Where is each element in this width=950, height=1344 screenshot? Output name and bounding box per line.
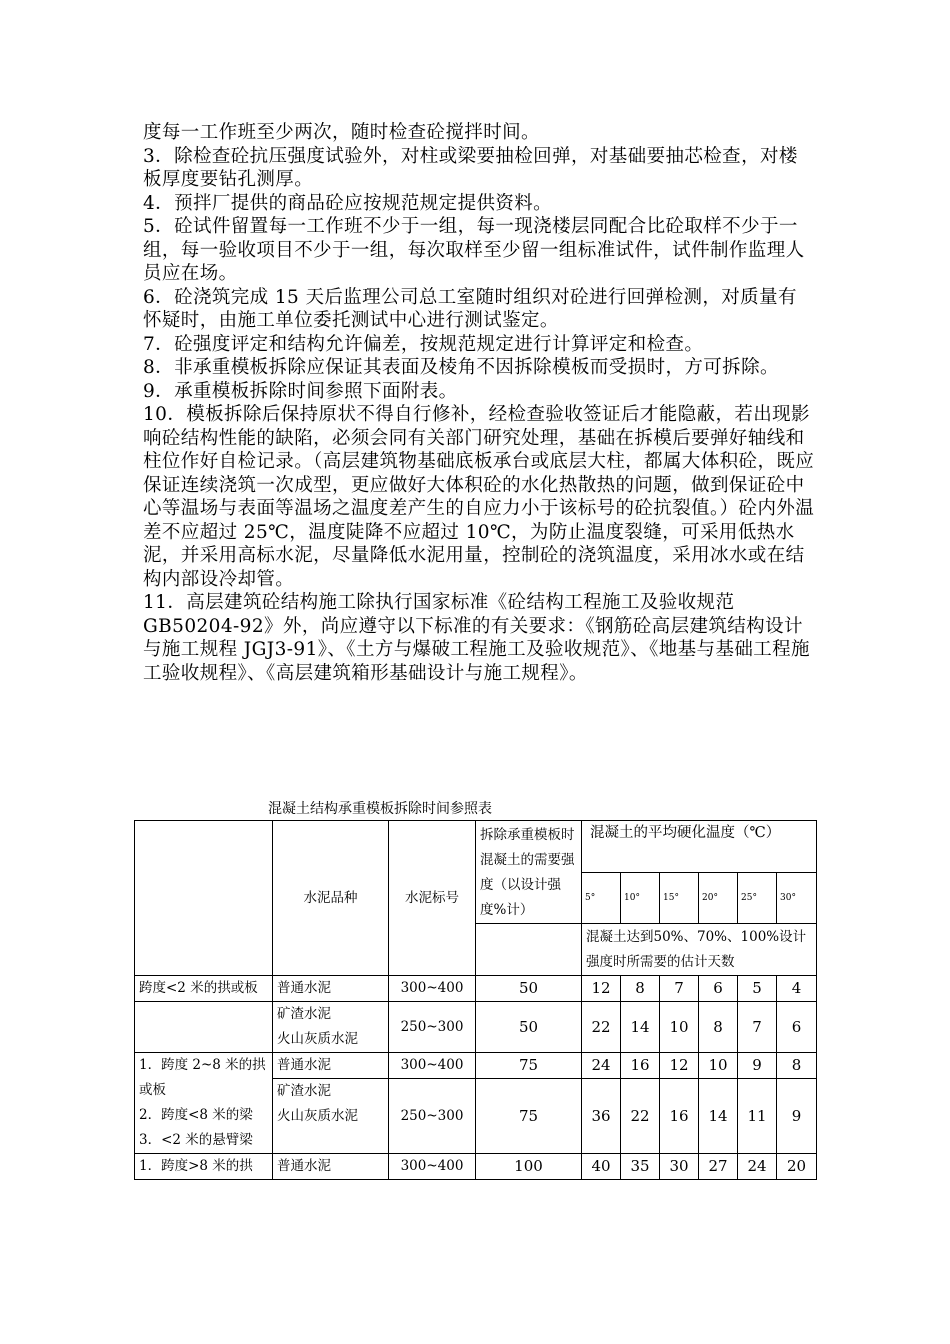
days-cell: 10 bbox=[699, 1053, 738, 1079]
span-cell: 跨度<2 米的拱或板 bbox=[135, 976, 273, 1002]
days-cell: 12 bbox=[660, 1053, 699, 1079]
days-cell: 7 bbox=[660, 976, 699, 1002]
strength-cell: 100 bbox=[476, 1154, 582, 1180]
paragraph: 4．预拌厂提供的商品砼应按规范规定提供资料。 bbox=[143, 192, 553, 214]
strength-cell: 75 bbox=[476, 1053, 582, 1079]
days-cell: 8 bbox=[699, 1002, 738, 1053]
days-cell: 16 bbox=[660, 1079, 699, 1154]
days-cell: 9 bbox=[777, 1079, 817, 1154]
days-cell: 22 bbox=[621, 1079, 660, 1154]
formwork-removal-table bbox=[134, 820, 817, 1180]
days-cell: 36 bbox=[582, 1079, 621, 1154]
cement-grade-cell: 250~300 bbox=[389, 1002, 476, 1053]
days-cell: 5 bbox=[738, 976, 777, 1002]
header-cement-grade: 水泥标号 bbox=[389, 821, 476, 976]
header-strength: 拆除承重模板时混凝土的需要强度（以设计强度%计） bbox=[476, 821, 582, 924]
paragraph: 6．砼浇筑完成 15 天后监理公司总工室随时组织对砼进行回弹检测，对质量有怀疑时，由施工单位委托测试中心进行测试鉴定。 bbox=[143, 286, 797, 331]
days-cell: 12 bbox=[582, 976, 621, 1002]
temp-col: 20° bbox=[699, 873, 738, 924]
paragraph: 8．非承重模板拆除应保证其表面及棱角不因拆除模板而受损时，方可拆除。 bbox=[143, 357, 779, 378]
table-caption: 混凝土结构承重模板拆除时间参照表 bbox=[268, 801, 492, 817]
cement-type-cell: 普通水泥 bbox=[273, 1154, 389, 1180]
paragraph: 7．砼强度评定和结构允许偏差，按规范规定进行计算评定和检查。 bbox=[143, 333, 704, 355]
days-cell: 8 bbox=[777, 1053, 817, 1079]
span-cell: 1．跨度>8 米的拱 bbox=[135, 1154, 273, 1180]
cement-grade-cell: 250~300 bbox=[389, 1079, 476, 1154]
days-cell: 35 bbox=[621, 1154, 660, 1180]
span-cell: 1．跨度 2~8 米的拱或板 2．跨度<8 米的梁 3．<2 米的悬臂梁 bbox=[135, 1053, 273, 1154]
cement-type-cell: 普通水泥 bbox=[273, 976, 389, 1002]
days-cell: 24 bbox=[738, 1154, 777, 1180]
days-cell: 27 bbox=[699, 1154, 738, 1180]
days-cell: 30 bbox=[660, 1154, 699, 1180]
days-cell: 14 bbox=[621, 1002, 660, 1053]
paragraph: 度每一工作班至少两次，随时检查砼搅拌时间。 bbox=[143, 122, 540, 143]
cement-type-cell: 矿渣水泥 火山灰质水泥 bbox=[273, 1002, 389, 1053]
days-cell: 20 bbox=[777, 1154, 817, 1180]
days-cell: 6 bbox=[699, 976, 738, 1002]
temp-col: 25° bbox=[738, 873, 777, 924]
header-strength-cont bbox=[476, 924, 582, 976]
header-cement-type: 水泥品种 bbox=[273, 821, 389, 976]
paragraph: 10．模板拆除后保持原状不得自行修补，经检查验收签证后才能隐蔽，若出现影响砼结构性能的缺陷，必须会同有关部门研究处理，基础在拆模后要弹好轴线和柱位作好自检记录。（高层建筑物基础底板承台或底层大柱，都属大体积砼，既应保证连续浇筑一次成型，更应做好大体积砼的水化热散热的问题，做到保证砼中心等温场与表面等温场之温度差产生的自应力小于该标号的砼抗裂值。）砼内外温差不应超过 25℃，温度陡降不应超过 10℃，为防止温度裂缝，可采用低热水泥，并采用高标水泥，尽量降低水泥用量，控制砼的浇筑温度，采用冰水或在结构内部设冷却管。 bbox=[143, 404, 815, 590]
days-cell: 7 bbox=[738, 1002, 777, 1053]
cement-grade-cell: 300~400 bbox=[389, 1053, 476, 1079]
cement-grade-cell: 300~400 bbox=[389, 976, 476, 1002]
temp-col: 5° bbox=[582, 873, 621, 924]
paragraph: 9．承重模板拆除时间参照下面附表。 bbox=[143, 380, 458, 402]
strength-cell: 75 bbox=[476, 1079, 582, 1154]
days-cell: 14 bbox=[699, 1079, 738, 1154]
strength-cell: 50 bbox=[476, 976, 582, 1002]
days-cell: 40 bbox=[582, 1154, 621, 1180]
cement-type-cell: 普通水泥 bbox=[273, 1053, 389, 1079]
cement-grade-cell: 300~400 bbox=[389, 1154, 476, 1180]
header-temperature: 混凝土的平均硬化温度（℃） bbox=[582, 821, 817, 873]
header-empty bbox=[135, 821, 273, 976]
days-cell: 22 bbox=[582, 1002, 621, 1053]
paragraph: 3．除检查砼抗压强度试验外，对柱或梁要抽检回弹，对基础要抽芯检查，对楼板厚度要钻孔测厚。 bbox=[143, 145, 798, 190]
days-cell: 10 bbox=[660, 1002, 699, 1053]
days-cell: 9 bbox=[738, 1053, 777, 1079]
paragraph: 11．高层建筑砼结构施工除执行国家标准《砼结构工程施工及验收规范 GB50204-92》外，尚应遵守以下标准的有关要求：《钢筋砼高层建筑结构设计与施工规程 JGJ3-91》、《土方与爆破工程施工及验收规范》、《地基与基础工程施工验收规程》、《高层建筑箱形基础设计与施工规程》。 bbox=[143, 592, 810, 684]
days-cell: 8 bbox=[621, 976, 660, 1002]
temp-col: 15° bbox=[660, 873, 699, 924]
temp-col: 30° bbox=[777, 873, 817, 924]
header-days-note: 混凝土达到50%、70%、100%设计强度时所需要的估计天数 bbox=[582, 924, 817, 976]
strength-cell: 50 bbox=[476, 1002, 582, 1053]
cement-type-cell: 矿渣水泥 火山灰质水泥 bbox=[273, 1079, 389, 1154]
span-cell-empty bbox=[135, 1002, 273, 1053]
paragraph: 5．砼试件留置每一工作班不少于一组，每一现浇楼层同配合比砼取样不少于一组，每一验收项目不少于一组，每次取样至少留一组标准试件，试件制作监理人员应在场。 bbox=[143, 216, 805, 284]
days-cell: 11 bbox=[738, 1079, 777, 1154]
body-text bbox=[143, 121, 815, 685]
days-cell: 24 bbox=[582, 1053, 621, 1079]
days-cell: 6 bbox=[777, 1002, 817, 1053]
temp-col: 10° bbox=[621, 873, 660, 924]
days-cell: 4 bbox=[777, 976, 817, 1002]
days-cell: 16 bbox=[621, 1053, 660, 1079]
